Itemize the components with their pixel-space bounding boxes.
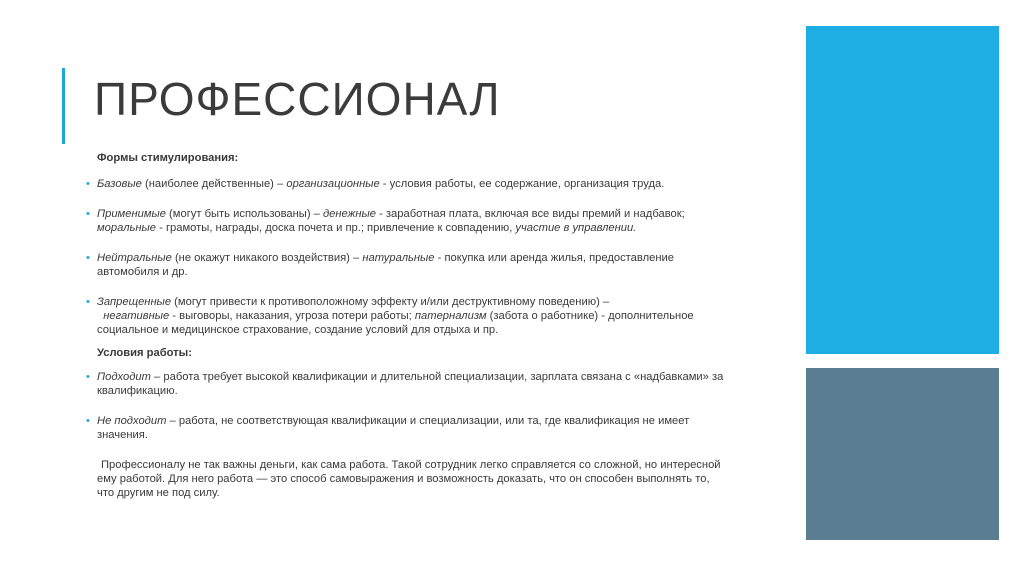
text: - условия работы, ее содержание, организация труда.	[379, 178, 665, 190]
text: (могут быть использованы) –	[165, 208, 323, 220]
bullet-basic	[86, 177, 726, 191]
term: денежные	[323, 208, 376, 220]
slide-content	[86, 151, 726, 500]
term: участие в управлении.	[515, 222, 637, 234]
text: (могут привести к противоположному эффекту и/или деструктивному поведению) –	[171, 296, 610, 308]
bullet-not-fits	[86, 414, 726, 442]
section-heading-forms: Формы стимулирования:	[97, 152, 239, 164]
term: моральные	[97, 222, 157, 234]
text: - покупка или аренда жилья, предоставление автомобиля и др.	[97, 252, 674, 278]
term: Применимые	[97, 208, 166, 220]
bullet-applicable	[86, 207, 726, 235]
text: – работа, не соответствующая квалификации и специализации, или та, где квалификация не имеет значения.	[97, 415, 690, 441]
bullet-neutral	[86, 251, 726, 279]
text: (забота о работнике) - дополнительное социальное и медицинское страхование, создание условий для отдыха и пр.	[97, 310, 694, 336]
section-heading-conditions: Условия работы:	[97, 347, 192, 359]
term: Запрещенные	[97, 296, 172, 308]
text: - грамоты, награды, доска почета и пр.; привлечение к совпадению,	[156, 222, 516, 234]
term: Нейтральные	[97, 252, 172, 264]
summary-paragraph: Профессионалу не так важны деньги, как сама работа. Такой сотрудник легко справляется со сложной, но интересной ему работой. Для него работа — это способ самовыражения и возможность доказать, что он способен выполнять то, что другим не под силу.	[97, 459, 721, 499]
term: патернализм	[414, 310, 487, 322]
text: (не окажут никакого воздействия) –	[171, 252, 363, 264]
text: - выговоры, наказания, угроза потери работы;	[169, 310, 415, 322]
title-accent-line	[62, 68, 65, 144]
term: натуральные	[362, 252, 435, 264]
decor-block-slate	[806, 368, 999, 540]
bullet-forbidden	[86, 295, 726, 337]
term: Подходит	[97, 371, 151, 383]
text: - заработная плата, включая все виды премий и надбавок;	[375, 208, 685, 220]
term: Базовые	[97, 178, 142, 190]
bullet-fits	[86, 370, 726, 398]
text: (наиболее действенные) –	[141, 178, 287, 190]
term: Не подходит	[97, 415, 167, 427]
term: организационные	[286, 178, 380, 190]
term: негативные	[103, 310, 170, 322]
text: – работа требует высокой квалификации и длительной специализации, зарплата связана с «надбавками» за квалификацию.	[97, 371, 724, 397]
decor-block-blue	[806, 26, 999, 354]
slide-title: ПРОФЕССИОНАЛ	[94, 73, 501, 125]
